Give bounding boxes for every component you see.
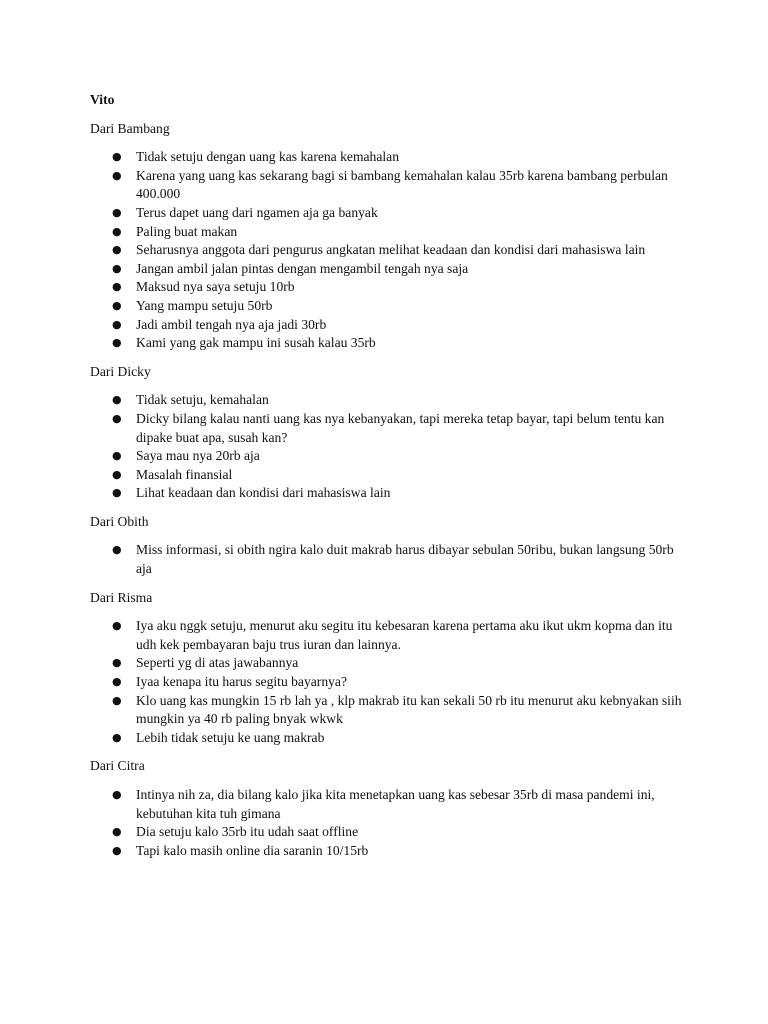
section-heading: Dari Obith xyxy=(90,513,149,529)
list-item-text: Seperti yg di atas jawabannya xyxy=(136,655,299,671)
list-item xyxy=(90,167,690,204)
list-item xyxy=(90,842,690,861)
bullet-icon: ● xyxy=(112,280,122,294)
list-item xyxy=(90,223,690,242)
bullet-icon: ● xyxy=(112,336,122,350)
bullet-icon: ● xyxy=(112,656,122,670)
bullet-icon: ● xyxy=(112,261,122,275)
section-heading: Dari Risma xyxy=(90,589,153,605)
bullet-icon: ● xyxy=(112,411,122,425)
list-item xyxy=(90,334,690,353)
list-item xyxy=(90,391,690,410)
list-item xyxy=(90,260,690,279)
document-sections xyxy=(90,120,690,861)
bullet-icon: ● xyxy=(112,168,122,182)
list-item xyxy=(90,241,690,260)
list-item xyxy=(90,447,690,466)
bullet-list xyxy=(90,391,690,503)
list-item xyxy=(90,692,690,729)
bullet-list xyxy=(90,148,690,353)
bullet-icon: ● xyxy=(112,449,122,463)
list-item-text: Lebih tidak setuju ke uang makrab xyxy=(136,729,325,745)
list-item-text: Iyaa kenapa itu harus segitu bayarnya? xyxy=(136,674,347,690)
list-item-text: Karena yang uang kas sekarang bagi si bambang kemahalan kalau 35rb karena bambang perbulan 400.000 xyxy=(136,167,668,202)
bullet-icon: ● xyxy=(112,675,122,689)
bullet-icon: ● xyxy=(112,243,122,257)
list-item-text: Tapi kalo masih online dia saranin 10/15rb xyxy=(136,842,369,858)
list-item-text: Kami yang gak mampu ini susah kalau 35rb xyxy=(136,335,376,351)
bullet-icon: ● xyxy=(112,224,122,238)
list-item-text: Miss informasi, si obith ngira kalo duit makrab harus dibayar sebulan 50ribu, bukan langsung 50rb aja xyxy=(136,542,674,577)
bullet-icon: ● xyxy=(112,825,122,839)
list-item-text: Paling buat makan xyxy=(136,223,238,239)
list-item xyxy=(90,204,690,223)
list-item xyxy=(90,823,690,842)
bullet-icon: ● xyxy=(112,298,122,312)
list-item-text: Tidak setuju, kemahalan xyxy=(136,392,269,408)
document-body xyxy=(90,91,690,870)
bullet-icon: ● xyxy=(112,693,122,707)
list-item-text: Seharusnya anggota dari pengurus angkatan melihat keadaan dan kondisi dari mahasiswa lain xyxy=(136,242,646,258)
list-item-text: Maksud nya saya setuju 10rb xyxy=(136,279,295,295)
list-item xyxy=(90,617,690,654)
list-item-text: Klo uang kas mungkin 15 rb lah ya , klp makrab itu kan sekali 50 rb itu menurut aku kebnyakan siih mungkin ya 40 rb paling bnyak wkwk xyxy=(136,692,682,727)
bullet-icon: ● xyxy=(112,205,122,219)
list-item-text: Iya aku nggk setuju, menurut aku segitu itu kebesaran karena pertama aku ikut ukm kopma dan itu udh kek pembayaran baju trus iuran dan lainnya. xyxy=(136,618,673,652)
bullet-icon: ● xyxy=(112,619,122,633)
list-item-text: Saya mau nya 20rb aja xyxy=(136,448,260,464)
bullet-icon: ● xyxy=(112,730,122,744)
list-item-text: Terus dapet uang dari ngamen aja ga banyak xyxy=(136,204,378,220)
list-item-text: Masalah finansial xyxy=(136,466,233,482)
bullet-icon: ● xyxy=(112,150,122,164)
list-item xyxy=(90,729,690,748)
list-item-text: Jadi ambil tengah nya aja jadi 30rb xyxy=(136,316,327,332)
list-item xyxy=(90,278,690,297)
list-item-text: Intinya nih za, dia bilang kalo jika kita menetapkan uang kas sebesar 35rb di masa pandemi ini, kebutuhan kita tuh gimana xyxy=(136,787,655,821)
list-item xyxy=(90,148,690,167)
list-item xyxy=(90,297,690,316)
list-item-text: Yang mampu setuju 50rb xyxy=(136,297,273,313)
list-item xyxy=(90,410,690,447)
list-item xyxy=(90,484,690,503)
bullet-icon: ● xyxy=(112,843,122,857)
bullet-list xyxy=(90,786,690,860)
list-item-text: Dia setuju kalo 35rb itu udah saat offline xyxy=(136,824,359,840)
bullet-icon: ● xyxy=(112,317,122,331)
bullet-icon: ● xyxy=(112,467,122,481)
list-item xyxy=(90,673,690,692)
bullet-icon: ● xyxy=(112,393,122,407)
document-title: Vito xyxy=(90,92,115,107)
list-item xyxy=(90,316,690,335)
list-item-text: Dicky bilang kalau nanti uang kas nya kebanyakan, tapi mereka tetap bayar, tapi belum tentu kan dipake buat apa, susah kan? xyxy=(136,410,665,445)
section-heading: Dari Bambang xyxy=(90,120,170,136)
bullet-icon: ● xyxy=(112,788,122,801)
list-item-text: Lihat keadaan dan kondisi dari mahasiswa lain xyxy=(136,485,391,501)
list-item xyxy=(90,466,690,485)
list-item-text: Tidak setuju dengan uang kas karena kemahalan xyxy=(136,149,399,165)
list-item xyxy=(90,654,690,673)
bullet-icon: ● xyxy=(112,543,122,557)
list-item xyxy=(90,786,690,823)
section-heading: Dari Dicky xyxy=(90,363,151,379)
bullet-list xyxy=(90,617,690,747)
section-heading: Dari Citra xyxy=(90,758,145,774)
list-item-text: Jangan ambil jalan pintas dengan mengambil tengah nya saja xyxy=(136,260,469,276)
list-item xyxy=(90,541,690,578)
bullet-icon: ● xyxy=(112,486,122,500)
bullet-list xyxy=(90,541,690,578)
